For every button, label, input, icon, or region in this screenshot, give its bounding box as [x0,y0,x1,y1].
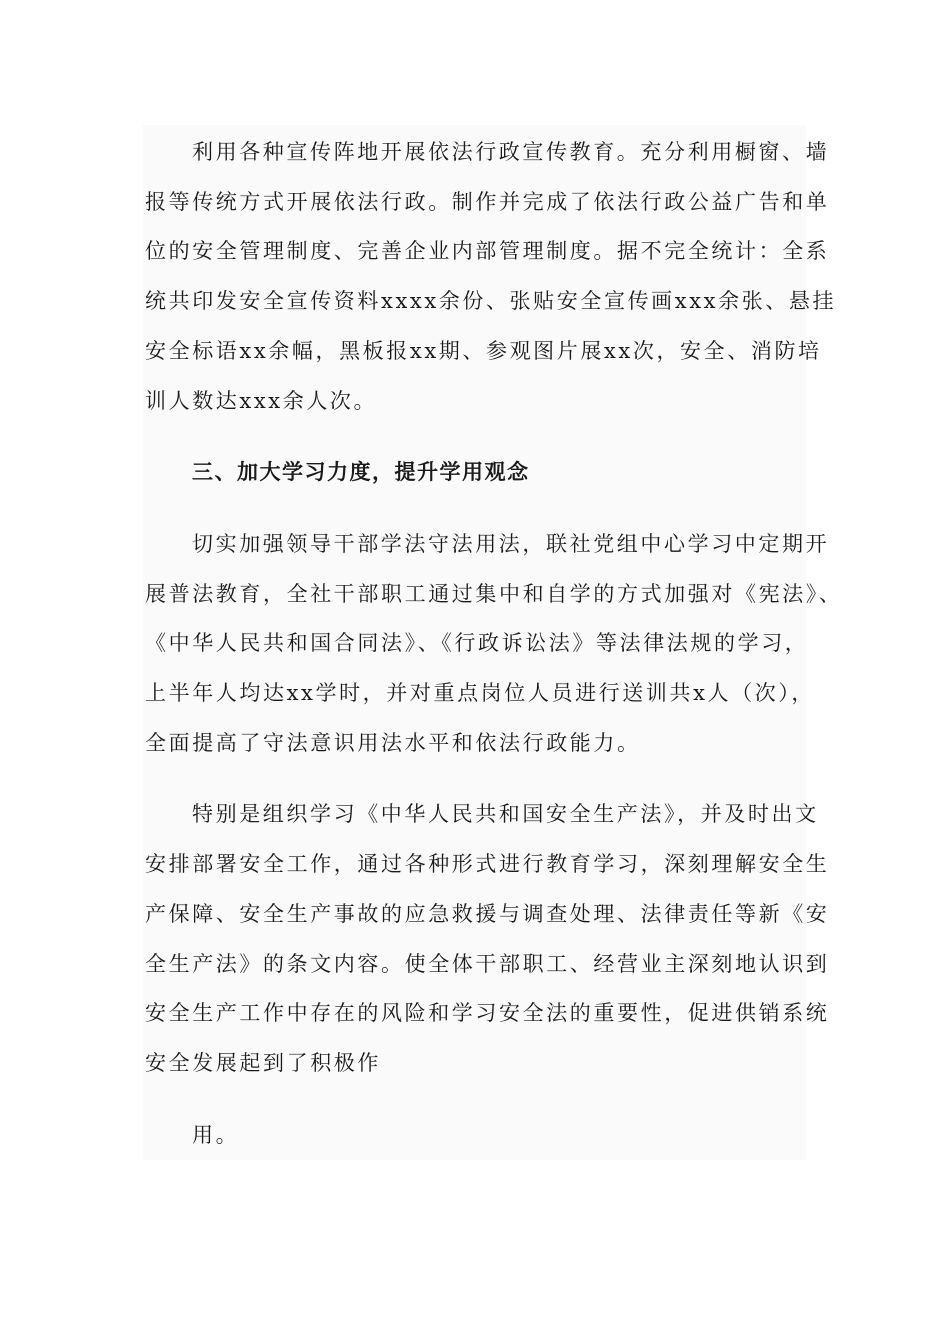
paragraph-3-line-5: 安全生产工作中存在的风险和学习安全法的重要性，促进供销系统 [145,1001,830,1025]
paragraph-1-line-5: 安全标语xx余幅，黑板报xx期、参观图片展xx次，安全、消防培 [145,339,822,363]
paragraph-3-line-2: 安排部署安全工作，通过各种形式进行教育学习，深刻理解安全生 [145,852,830,876]
paragraph-2-line-4: 上半年人均达xx学时，并对重点岗位人员进行送训共x人（次）， [145,681,816,705]
section-heading-3: 三、加大学习力度，提升学用观念 [192,459,530,484]
paragraph-1-line-2: 报等传统方式开展依法行政。制作并完成了依法行政公益广告和单 [145,190,830,214]
paragraph-4-line-1: 用。 [192,1123,240,1147]
paragraph-2-line-1: 切实加强领导干部学法守法用法，联社党组中心学习中定期开 [192,532,830,556]
paragraph-3-line-3: 产保障、安全生产事故的应急救援与调查处理、法律责任等新《安 [145,902,830,926]
paragraph-3-line-4: 全生产法》的条文内容。使全体干部职工、经营业主深刻地认识到 [145,952,830,976]
paragraph-1-line-3: 位的安全管理制度、完善企业内部管理制度。据不完全统计：全系 [145,239,830,263]
paragraph-3-line-6: 安全发展起到了积极作 [145,1051,381,1075]
paragraph-1-line-1: 利用各种宣传阵地开展依法行政宣传教育。充分利用橱窗、墙 [192,140,830,164]
paragraph-3-line-1: 特别是组织学习《中华人民共和国安全生产法》，并及时出文 [192,802,819,826]
paragraph-2-line-3: 《中华人民共和国合同法》、《行政诉讼法》等法律法规的学习， [145,631,809,655]
paragraph-1-line-6: 训人数达xxx余人次。 [145,389,378,413]
paragraph-1-line-4: 统共印发安全宣传资料xxxx余份、张贴安全宣传画xxx余张、悬挂 [145,289,837,313]
paragraph-2-line-5: 全面提高了守法意识用法水平和依法行政能力。 [145,731,641,755]
paragraph-2-line-2: 展普法教育，全社干部职工通过集中和自学的方式加强对《宪法》、 [145,582,843,606]
